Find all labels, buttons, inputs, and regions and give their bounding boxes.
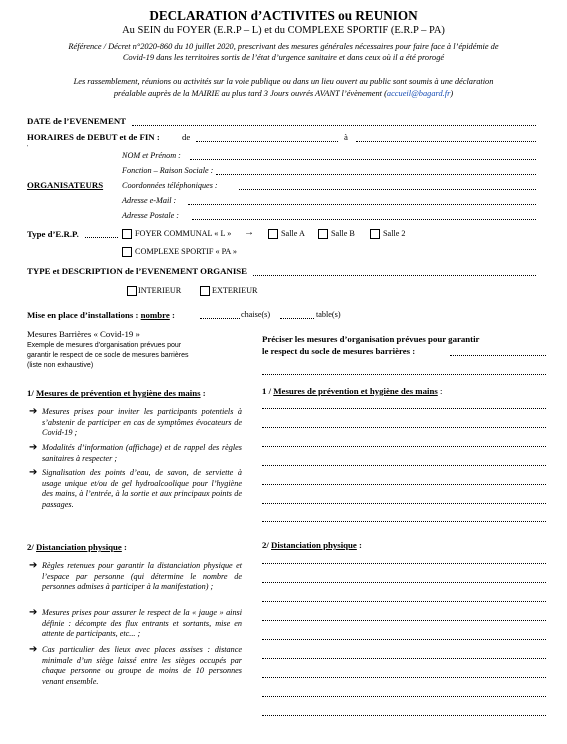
reference-line-2: Covid-19 dans les territoires sortis de l’état d’urgence sanitaire et dans ceux où il a été prorogé xyxy=(122,53,445,62)
left-section-2-heading xyxy=(27,542,127,552)
bullet-arrow-icon: ➔ xyxy=(29,406,38,417)
left-s1-bullet-2: Modalités d’information (affichage) et de rappel des règles sanitaires à respecter ; xyxy=(42,443,242,463)
erp-dots xyxy=(85,237,118,238)
tables-label: table(s) xyxy=(316,310,341,319)
left-s2-num: 2/ xyxy=(27,542,34,552)
page-subtitle: Au SEIN du FOYER (E.R.P – L) et du COMPLEXE SPORTIF (E.R.P – PA) xyxy=(122,25,445,36)
right-s2-line[interactable] xyxy=(262,677,546,678)
left-s1-title: Mesures de prévention et hygiène des mains xyxy=(36,388,201,398)
install-nombre: nombre xyxy=(140,310,170,320)
right-answer-line[interactable] xyxy=(262,374,546,375)
left-s2-colon: : xyxy=(124,542,127,552)
bullet-arrow-icon: ➔ xyxy=(29,560,38,571)
org-email-label: Adresse e-Mail : xyxy=(122,196,177,205)
right-s2-line[interactable] xyxy=(262,563,546,564)
checkbox-salle-a[interactable] xyxy=(268,229,278,239)
email-link[interactable]: accueil@bagard.fr xyxy=(386,89,451,98)
salle-b-label: Salle B xyxy=(331,229,355,238)
notice-line-2 xyxy=(0,89,567,98)
mesures-title: Mesures Barrières « Covid-19 » xyxy=(27,329,140,339)
left-section-1-heading xyxy=(27,388,206,398)
right-s2-title: Distanciation physique xyxy=(271,540,357,550)
right-s2-line[interactable] xyxy=(262,601,546,602)
mesures-desc-3: (liste non exhaustive) xyxy=(27,362,94,369)
checkbox-foyer[interactable] xyxy=(122,229,132,239)
bullet-arrow-icon: ➔ xyxy=(29,442,38,453)
bullet-arrow-icon: ➔ xyxy=(29,644,38,655)
org-phone-field[interactable] xyxy=(239,189,536,190)
left-s2-bullet-2: Mesures prises pour assurer le respect de la « jauge » ainsi définie : décompte des flux entrants et sortants, mise en attente de participants, etc... ; xyxy=(42,608,242,638)
hours-label: HORAIRES de DEBUT et de FIN : xyxy=(27,132,160,142)
right-s2-colon: : xyxy=(359,540,362,550)
chaises-label: chaise(s) xyxy=(241,310,271,319)
mesures-desc-1: Exemple de mesures d’organisation prévues pour xyxy=(27,342,182,349)
bullet-arrow-icon: ➔ xyxy=(29,467,38,478)
org-name-field[interactable] xyxy=(190,159,536,160)
org-email-field[interactable] xyxy=(188,204,536,205)
right-s1-line[interactable] xyxy=(262,484,546,485)
arrow-right-icon: → xyxy=(244,227,254,238)
checkbox-interieur[interactable] xyxy=(127,286,137,296)
org-name-label: NOM et Prénom : xyxy=(122,151,181,160)
org-address-field[interactable] xyxy=(192,219,536,220)
right-s1-line[interactable] xyxy=(262,521,546,522)
salle-a-label: Salle A xyxy=(281,229,305,238)
right-s1-colon: : xyxy=(439,386,443,396)
notice-suffix: ) xyxy=(450,89,454,98)
notice-prefix: préalable auprès de la MAIRIE au plus tard 3 Jours ouvrés AVANT l’évènement ( xyxy=(113,89,387,98)
org-address-label: Adresse Postale : xyxy=(122,211,179,220)
left-s1-colon: : xyxy=(202,388,206,398)
right-section-2-heading xyxy=(262,540,362,550)
right-s1-line[interactable] xyxy=(262,465,546,466)
left-s1-num: 1/ xyxy=(27,388,34,398)
org-function-label: Fonction – Raison Sociale : xyxy=(122,166,214,175)
install-label-text: Mise en place d’installations : xyxy=(27,310,139,320)
left-s2-title: Distanciation physique xyxy=(36,542,122,552)
reference-line-1: Référence / Décret n°2020-860 du 10 juillet 2020, prescrivant des mesures générales nécessaires pour faire face à l’épidémie de xyxy=(68,42,499,51)
left-s1-bullet-3: Signalisation des points d’eau, de savon, de serviette à usage unique et/ou de gel hydroalcoolique pour l’hygiène des mains, à l’entrée, à la sortie et aux principaux points de passages. xyxy=(42,468,242,509)
hours-start-field[interactable] xyxy=(196,141,338,142)
right-s1-title: Mesures de prévention et hygiène des mains xyxy=(273,386,438,396)
checkbox-complexe[interactable] xyxy=(122,247,132,257)
date-label: DATE de l’EVENEMENT xyxy=(27,116,127,126)
right-s1-line[interactable] xyxy=(262,408,546,409)
org-function-field[interactable] xyxy=(216,174,536,175)
right-section-1-heading xyxy=(262,386,442,396)
interieur-label: INTERIEUR xyxy=(138,286,182,295)
checkbox-exterieur[interactable] xyxy=(200,286,210,296)
right-intro-field[interactable] xyxy=(450,355,546,356)
right-s1-num: 1 / xyxy=(262,386,272,396)
right-s1-line[interactable] xyxy=(262,446,546,447)
mark: ' xyxy=(27,145,29,151)
right-intro-1: Préciser les mesures d’organisation prévues pour garantir xyxy=(262,334,480,344)
exterieur-label: EXTERIEUR xyxy=(212,286,258,295)
left-s2-bullet-1: Règles retenues pour garantir la distanciation physique et l’espace par personne (qui détermine le nombre de personnes admises à participer à la manifestation) ; xyxy=(42,561,242,591)
right-s2-line[interactable] xyxy=(262,696,546,697)
install-colon: : xyxy=(172,310,175,320)
checkbox-salle-b[interactable] xyxy=(318,229,328,239)
hours-a: à xyxy=(344,132,348,142)
salle-2-label: Salle 2 xyxy=(383,229,406,238)
right-s1-line[interactable] xyxy=(262,503,546,504)
mesures-desc-2: garantir le respect de ce socle de mesures barrières xyxy=(27,352,189,359)
hours-end-field[interactable] xyxy=(356,141,536,142)
chaises-field[interactable] xyxy=(200,318,240,319)
right-s2-line[interactable] xyxy=(262,582,546,583)
right-s2-line[interactable] xyxy=(262,639,546,640)
erp-label: Type d’E.R.P. xyxy=(27,229,79,239)
right-s2-line[interactable] xyxy=(262,658,546,659)
org-phone-label: Coordonnées téléphoniques : xyxy=(122,181,218,190)
checkbox-salle-2[interactable] xyxy=(370,229,380,239)
right-intro-2: le respect du socle de mesures barrières : xyxy=(262,346,416,356)
erp-foyer-label: FOYER COMMUNAL « L » xyxy=(135,229,232,238)
tables-field[interactable] xyxy=(280,318,314,319)
install-label xyxy=(27,310,175,320)
right-s2-line[interactable] xyxy=(262,620,546,621)
left-s2-bullet-3: Cas particulier des lieux avec places assises : distance minimale d’un siège laissé entre les sièges occupés par chaque personne ou groupe de moins de 10 personnes venant ensemble. xyxy=(42,645,242,686)
organisers-label: ORGANISATEURS xyxy=(27,180,104,190)
right-s2-num: 2/ xyxy=(262,540,269,550)
type-description-label: TYPE et DESCRIPTION de l’EVENEMENT ORGANISE xyxy=(27,266,248,276)
right-s2-line[interactable] xyxy=(262,715,546,716)
erp-complexe-label: COMPLEXE SPORTIF « PA » xyxy=(135,247,238,256)
date-field[interactable] xyxy=(132,125,536,126)
hours-de: de xyxy=(182,132,191,142)
type-description-field[interactable] xyxy=(253,275,536,276)
page-title: DECLARATION d’ACTIVITES ou REUNION xyxy=(149,8,418,23)
bullet-arrow-icon: ➔ xyxy=(29,607,38,618)
notice-line-1: Les rassemblement, réunions ou activités sur la voie publique ou dans un lieu ouvert au public sont soumis à une déclaration xyxy=(73,77,494,86)
right-s1-line[interactable] xyxy=(262,427,546,428)
left-s1-bullet-1: Mesures prises pour inviter les participants potentiels à s’abstenir de participer en cas de symptômes évocateurs de Covid-19 ; xyxy=(42,407,242,437)
